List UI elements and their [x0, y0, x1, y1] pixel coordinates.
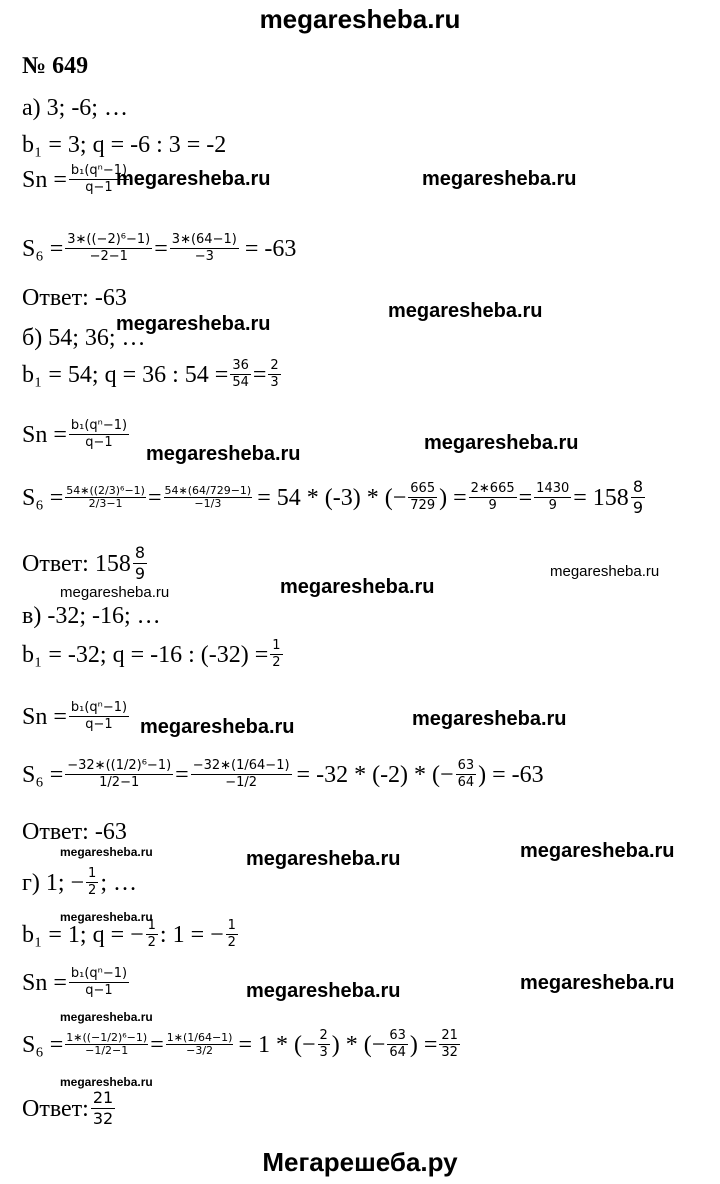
- part-d-sequence: [22, 866, 137, 899]
- part-c-b1-q: [22, 638, 285, 671]
- watermark: megaresheba.ru: [422, 168, 577, 190]
- part-a-sn-formula: [22, 163, 131, 196]
- s6-lhs: S₆ =: [22, 1031, 64, 1058]
- fraction: [65, 232, 152, 265]
- numerator: 21: [441, 1028, 458, 1043]
- denominator: 9: [488, 498, 497, 513]
- numerator: 665: [410, 481, 436, 496]
- answer-text: Ответ:: [22, 1095, 89, 1122]
- fraction: [270, 638, 282, 671]
- equals: =: [252, 361, 267, 388]
- watermark: megaresheba.ru: [146, 443, 301, 465]
- part-c-sn-formula: [22, 700, 131, 733]
- numerator: 63: [457, 758, 475, 773]
- numerator: 2∗665: [470, 481, 515, 496]
- sn-denominator: q−1: [85, 983, 113, 998]
- denominator: 64: [457, 775, 475, 790]
- fraction: [387, 1028, 408, 1061]
- denominator: 1/2−1: [99, 775, 140, 790]
- watermark: megaresheba.ru: [116, 313, 271, 335]
- denominator: −1/3: [194, 497, 222, 510]
- fraction: [469, 481, 517, 514]
- equals: ) =: [439, 484, 467, 511]
- b1-q-text: b₁ = -32; q = -16 : (-32) =: [22, 641, 269, 668]
- sn-numerator: b₁(qⁿ−1): [70, 966, 128, 981]
- part-a-answer: Ответ: -63: [22, 285, 127, 311]
- part-c-sequence: в) -32; -16; …: [22, 603, 161, 629]
- watermark: megaresheba.ru: [412, 708, 567, 730]
- fraction: [166, 1032, 234, 1057]
- fraction: [456, 758, 477, 791]
- watermark: megaresheba.ru: [280, 576, 435, 598]
- mixed-whole: = 158: [573, 484, 629, 511]
- b1-q-text: b₁ = 54; q = 36 : 54 =: [22, 361, 229, 388]
- denominator: −1/2−1: [85, 1044, 129, 1057]
- numerator: 1∗((−1/2)⁶−1): [66, 1031, 148, 1044]
- part-d-sn-formula: [22, 966, 131, 999]
- fraction: [408, 481, 437, 514]
- fraction: [268, 358, 280, 391]
- sn-lhs: Sn =: [22, 703, 67, 730]
- numerator: 2: [319, 1028, 328, 1043]
- numerator: 36: [232, 358, 249, 373]
- result: = -63: [244, 235, 297, 262]
- fraction: [65, 758, 173, 791]
- result: ) = -63: [478, 761, 544, 788]
- denominator: −1/2: [225, 775, 258, 790]
- product-text: = 54 * (-3) * (−: [257, 484, 407, 511]
- sequence-text-end: ; …: [100, 869, 137, 896]
- denominator: 9: [134, 564, 146, 583]
- watermark: megaresheba.ru: [60, 584, 170, 601]
- watermark: megaresheba.ru: [140, 716, 295, 738]
- denominator: −3: [194, 249, 214, 264]
- part-b-answer: [22, 543, 149, 584]
- fraction: [133, 543, 147, 584]
- sn-numerator: b₁(qⁿ−1): [70, 163, 128, 178]
- part-c-s6-calc: [22, 758, 544, 791]
- equals: =: [175, 761, 189, 788]
- site-header: megaresheba.ru: [259, 4, 461, 34]
- watermark: megaresheba.ru: [246, 980, 401, 1002]
- part-d-answer: [22, 1088, 117, 1129]
- numerator: 63: [389, 1028, 406, 1043]
- sn-fraction: [69, 966, 129, 999]
- numerator: 21: [92, 1088, 114, 1107]
- part-b-b1-q: [22, 358, 283, 391]
- sn-denominator: q−1: [85, 717, 113, 732]
- equals: ) =: [409, 1031, 438, 1058]
- denominator: 2: [227, 935, 236, 950]
- watermark: megaresheba.ru: [116, 168, 271, 190]
- fraction: [91, 1088, 115, 1129]
- fraction: [318, 1028, 330, 1061]
- sn-lhs: Sn =: [22, 166, 67, 193]
- numerator: −32∗((1/2)⁶−1): [67, 758, 172, 773]
- sn-lhs: Sn =: [22, 969, 67, 996]
- watermark: megaresheba.ru: [550, 563, 660, 580]
- equals: =: [147, 484, 162, 511]
- part-a-b1-q: b₁ = 3; q = -6 : 3 = -2: [22, 132, 227, 158]
- denominator: 3: [270, 375, 279, 390]
- watermark: megaresheba.ru: [60, 910, 153, 924]
- fraction: [170, 232, 239, 265]
- part-d-s6-calc: [22, 1028, 462, 1061]
- watermark: megaresheba.ru: [388, 300, 543, 322]
- equals: =: [518, 484, 533, 511]
- numerator: 8: [632, 477, 643, 496]
- fraction: [191, 758, 292, 791]
- s6-lhs: S₆ =: [22, 235, 64, 262]
- numerator: 54∗((2/3)⁶−1): [66, 484, 145, 497]
- denominator: 2: [88, 883, 97, 898]
- denominator: 54: [232, 375, 249, 390]
- fraction: [439, 1028, 460, 1061]
- denominator: 2: [272, 655, 281, 670]
- numerator: 2: [270, 358, 279, 373]
- watermark: megaresheba.ru: [424, 432, 579, 454]
- fraction: [631, 477, 645, 518]
- numerator: 3∗(64−1): [171, 232, 237, 247]
- denominator: −2−1: [89, 249, 128, 264]
- task-number: № 649: [22, 53, 89, 79]
- denominator: 2: [147, 935, 156, 950]
- denominator: 3: [319, 1045, 328, 1060]
- s6-lhs: S₆ =: [22, 761, 64, 788]
- numerator: 1430: [536, 481, 570, 496]
- numerator: 1∗(1/64−1): [166, 1031, 233, 1044]
- fraction: [164, 485, 253, 510]
- fraction: [86, 866, 98, 899]
- denominator: 32: [441, 1045, 458, 1060]
- numerator: 1: [88, 866, 97, 881]
- watermark: megaresheba.ru: [520, 972, 675, 994]
- denominator: 9: [548, 498, 557, 513]
- sn-denominator: q−1: [85, 435, 113, 450]
- sn-fraction: [69, 700, 129, 733]
- answer-text: Ответ: 158: [22, 550, 131, 577]
- s6-lhs: S₆ =: [22, 484, 64, 511]
- numerator: 1: [272, 638, 281, 653]
- numerator: −32∗(1/64−1): [192, 758, 290, 773]
- denominator: 2/3−1: [88, 497, 123, 510]
- product-text: = -32 * (-2) * (−: [296, 761, 454, 788]
- product-text: ) * (−: [331, 1031, 386, 1058]
- denominator: 729: [410, 498, 436, 513]
- part-a-sequence: а) 3; -6; …: [22, 95, 128, 121]
- part-b-s6-calc: [22, 477, 647, 518]
- denominator: 32: [92, 1109, 114, 1128]
- fraction: [534, 481, 571, 514]
- sequence-text: г) 1; −: [22, 869, 85, 896]
- part-b-sn-formula: [22, 418, 131, 451]
- denominator: 9: [632, 498, 643, 517]
- sn-fraction: [69, 418, 129, 451]
- numerator: 1: [147, 918, 156, 933]
- sn-denominator: q−1: [85, 180, 113, 195]
- watermark: megaresheba.ru: [60, 1010, 153, 1024]
- b1-q-mid: : 1 = −: [159, 921, 224, 948]
- fraction: [65, 1032, 148, 1057]
- numerator: 8: [134, 543, 146, 562]
- part-b-sequence: б) 54; 36; …: [22, 325, 146, 351]
- equals: =: [150, 1031, 164, 1058]
- sn-lhs: Sn =: [22, 421, 67, 448]
- watermark: megaresheba.ru: [246, 848, 401, 870]
- product-text: = 1 * (−: [238, 1031, 316, 1058]
- equals: =: [154, 235, 168, 262]
- denominator: −3/2: [186, 1044, 214, 1057]
- watermark: megaresheba.ru: [60, 845, 153, 859]
- part-c-answer: Ответ: -63: [22, 819, 127, 845]
- numerator: 54∗(64/729−1): [164, 484, 252, 497]
- watermark: megaresheba.ru: [60, 1075, 153, 1089]
- watermark: megaresheba.ru: [520, 840, 675, 862]
- numerator: 3∗((−2)⁶−1): [67, 232, 151, 247]
- fraction: [65, 485, 146, 510]
- denominator: 64: [389, 1045, 406, 1060]
- site-footer: Мегарешеба.ру: [262, 1147, 458, 1177]
- sn-numerator: b₁(qⁿ−1): [70, 418, 128, 433]
- sn-numerator: b₁(qⁿ−1): [70, 700, 128, 715]
- numerator: 1: [227, 918, 236, 933]
- fraction: [230, 358, 251, 391]
- part-a-s6-calc: [22, 232, 296, 265]
- b1-q-text: b₁ = 1; q = −: [22, 921, 144, 948]
- fraction: [226, 918, 238, 951]
